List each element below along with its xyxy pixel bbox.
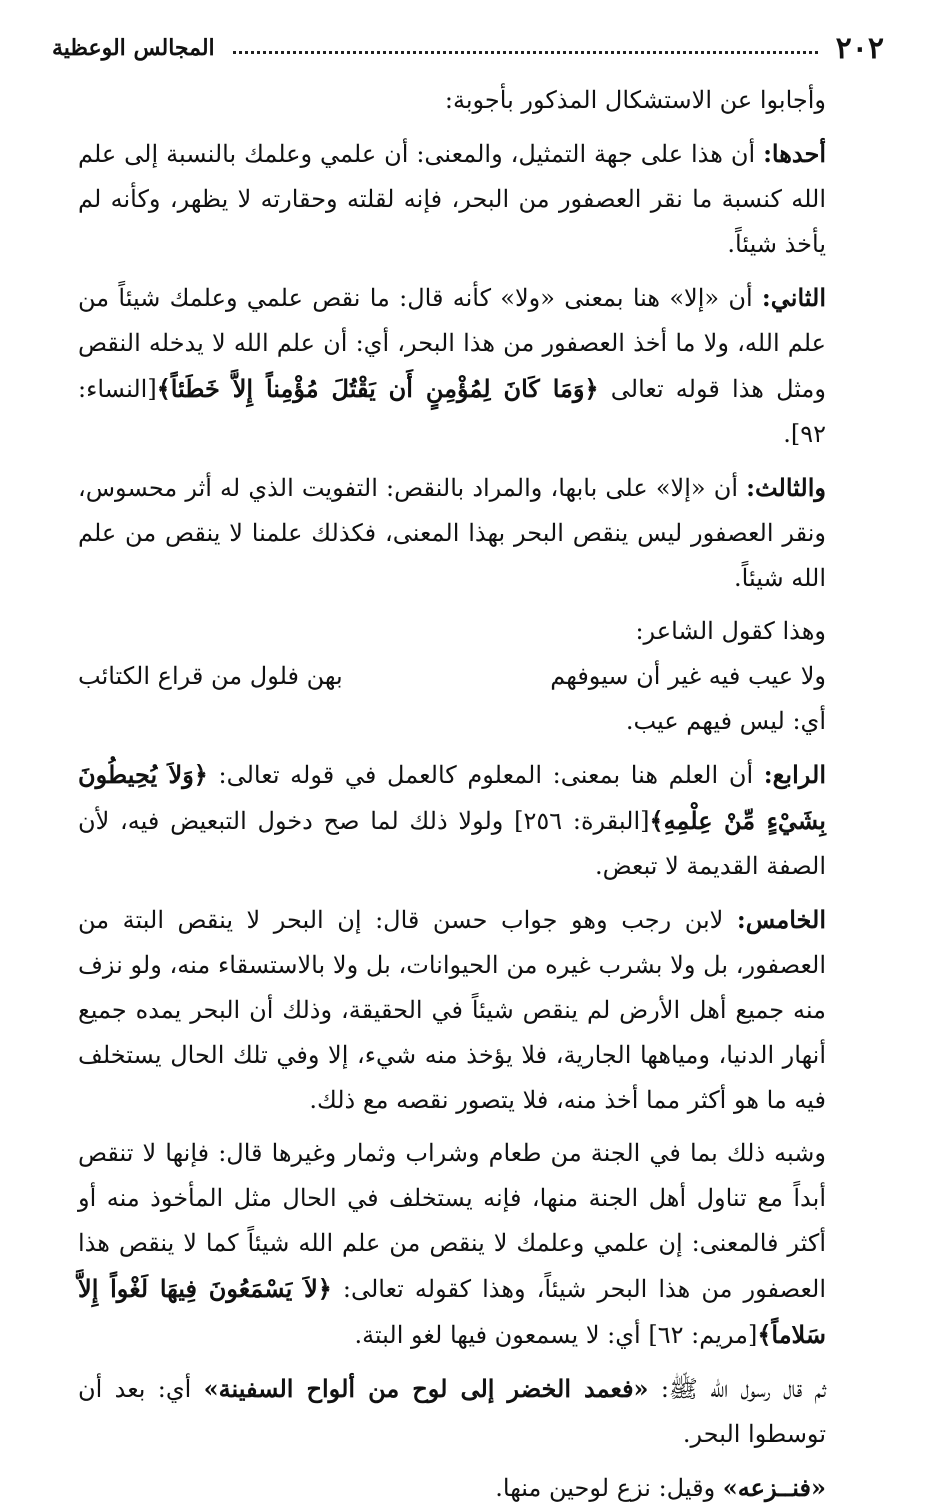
paragraph-fourth-answer: الرابع: أن العلم هنا بمعنى: المعلوم كالعمل في قوله تعالى: ﴿وَلاَ يُحِيطُونَ بِشَيْءٍ مِّنْ عِلْمِهِ﴾[البقرة: ٢٥٦] ولولا ذلك لما صح دخول التبعيض فيه، لأن الصفة القديمة لا تبعض. [78, 760, 826, 880]
hadith-quote: «فنــزعه» [722, 1473, 826, 1502]
label-fourth: الرابع: [763, 760, 826, 789]
label-second: الثاني: [761, 283, 826, 312]
page-body [78, 78, 826, 1511]
label-fifth: الخامس: [736, 905, 826, 934]
paragraph-hadith: ثم قال رسول الله ﷺ: «فعمد الخضر إلى لوح من ألواح السفينة» أي: بعد أن توسطوا البحر. [78, 1374, 826, 1448]
paragraph-poet-intro: وهذا كقول الشاعر: [635, 617, 826, 645]
page-number: ٢٠٢ [835, 30, 884, 66]
label-third: والثالث: [746, 473, 826, 502]
hadith-quote: «فعمد الخضر إلى لوح من ألواح السفينة» [203, 1374, 649, 1403]
poem-verse [78, 654, 826, 699]
page-header [52, 26, 884, 70]
paragraph-first-answer: أحدها: أن هذا على جهة التمثيل، والمعنى: أن علمي وعلمك بالنسبة إلى علم الله كنسبة ما نقر العصفور من البحر، فإنه لقلته وحقارته لا يظهر، وكأنه لم يأخذ شيئاً. [78, 139, 826, 258]
paragraph-removed: «فنــزعه» وقيل: نزع لوحين منها. [495, 1473, 826, 1502]
paragraph-second-answer: الثاني: أن «إلا» هنا بمعنى «ولا» كأنه قال: ما نقص علمي وعلمك شيئاً من علم الله، ولا ما أخذ العصفور من هذا البحر، أي: أن علم الله لا يدخله النقص ومثل هذا قوله تعالى ﴿وَمَا كَانَ لِمُؤْمِنٍ أَن يَقْتُلَ مُؤْمِناً إِلاَّ خَطَئاً﴾[النساء: ٩٢]. [78, 283, 826, 448]
running-title: المجالس الوعظية [52, 35, 215, 61]
paragraph-fifth-answer: الخامس: لابن رجب وهو جواب حسن قال: إن البحر لا ينقص البتة من العصفور، بل ولا بشرب غيره من الحيوانات، بل ولا بالاستسقاء منه، ولو نزف منه جميع أهل الأرض لم ينقص شيئاً في الحقيقة، وذلك أن البحر يمده جميع أنهار الدنيا، ومياهها الجارية، فلا يؤخذ منه شيء، إلا وفي تلك الحال يستخلف فيه ما هو أكثر مما أخذ منه، فلا يتصور نقصه مع ذلك. [78, 905, 826, 1114]
quran-verse: ﴿لاَ يَسْمَعُونَ فِيهَا لَغْواً إِلاَّ سَلاماً﴾ [78, 1274, 826, 1349]
quran-verse: ﴿وَلاَ يُحِيطُونَ بِشَيْءٍ مِّنْ عِلْمِهِ﴾ [78, 760, 826, 835]
label-first: أحدها: [763, 139, 826, 168]
poem-hemistich-second: بهن فلول من قراع الكتائب [78, 662, 343, 690]
paragraph-poem-explanation: أي: ليس فيهم عيب. [625, 707, 826, 735]
paragraph-paradise-analogy: وشبه ذلك بما في الجنة من طعام وشراب وثمار وغيرها قال: فإنها لا تنقص أبداً مع تناول أهل الجنة منها، فإنه يستخلف في الحال مثل المأخوذ منه أو أكثر فالمعنى: إن علمي وعلمك لا ينقص من علم الله شيئاً كما لا ينقص هذا العصفور من هذا البحر شيئاً، وهذا كقوله تعالى: ﴿لاَ يَسْمَعُونَ فِيهَا لَغْواً إِلاَّ سَلاماً﴾[مريم: ٦٢] أي: لا يسمعون فيها لغو البتة. [78, 1139, 826, 1349]
header-dotted-rule [233, 51, 818, 54]
paragraph-third-answer: والثالث: أن «إلا» على بابها، والمراد بالنقص: التفويت الذي له أثر محسوس، ونقر العصفور ليس ينقص البحر بهذا المعنى، فكذلك علمنا لا ينقص من علم الله شيئاً. [78, 473, 826, 592]
paragraph-intro: وأجابوا عن الاستشكال المذكور بأجوبة: [444, 86, 826, 114]
quran-verse: ﴿وَمَا كَانَ لِمُؤْمِنٍ أَن يَقْتُلَ مُؤْمِناً إِلاَّ خَطَئاً﴾ [156, 374, 599, 403]
poem-hemistich-first: ولا عيب فيه غير أن سيوفهم [550, 662, 826, 690]
